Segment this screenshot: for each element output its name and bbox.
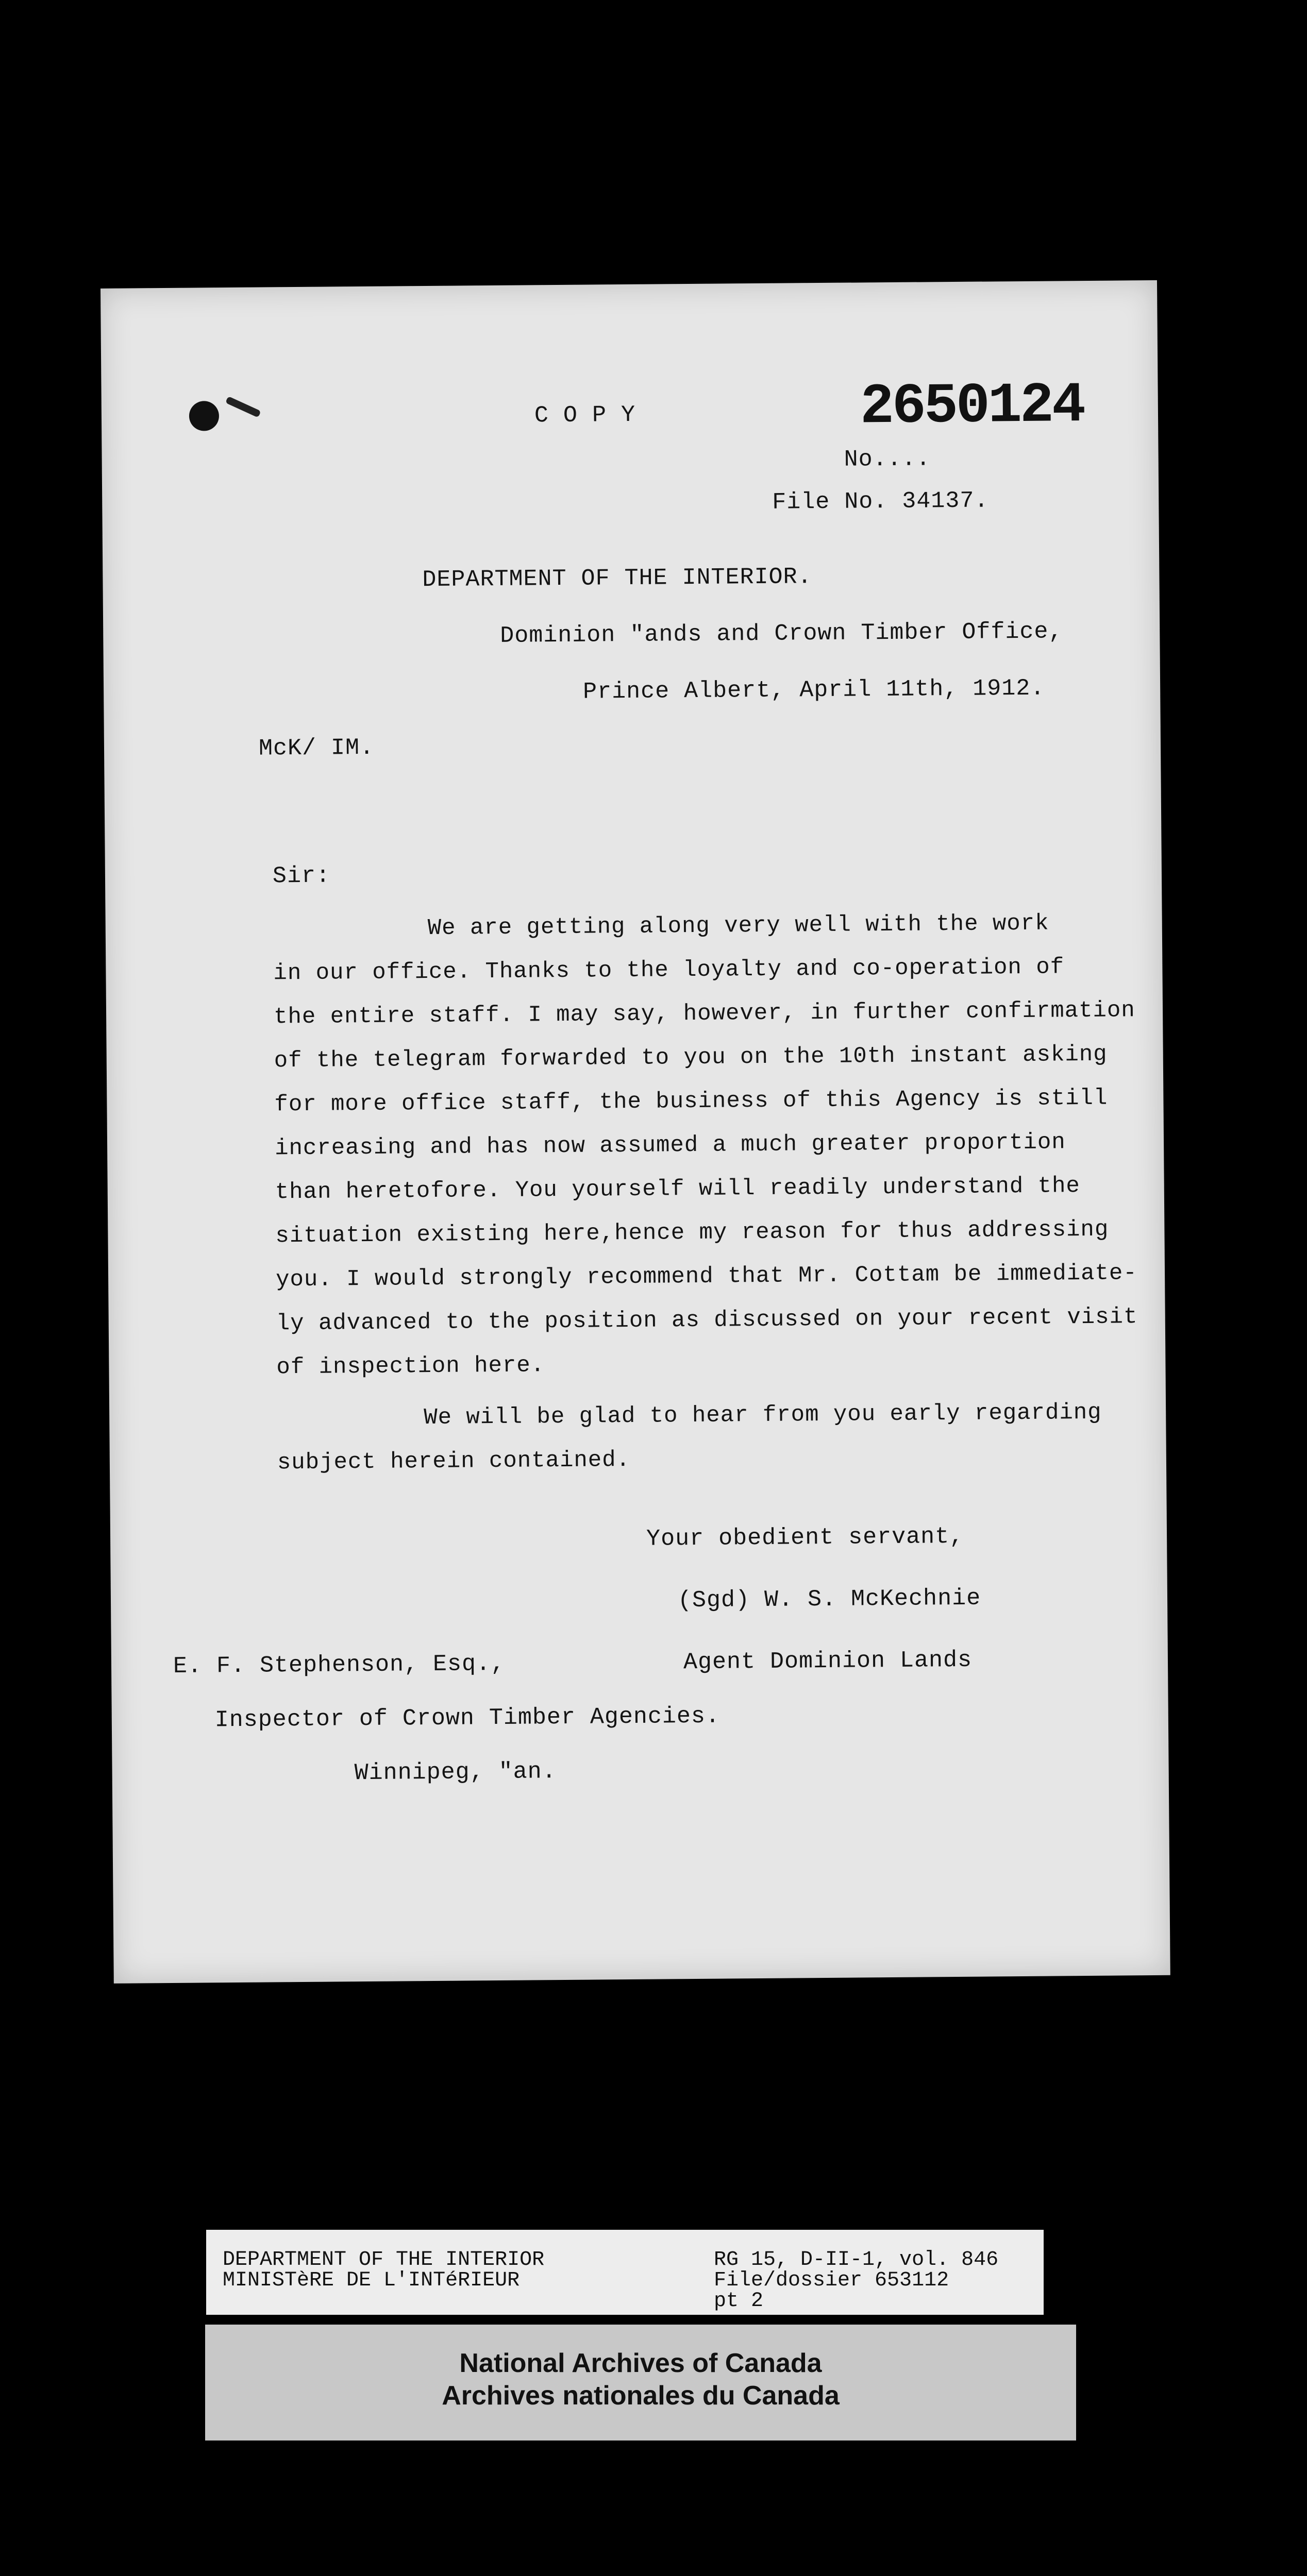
body-line: We are getting along very well with the work: [427, 910, 1049, 942]
reference-initials: McK/ IM.: [258, 734, 375, 762]
part-ref: pt 2: [714, 2290, 764, 2313]
body-line: in our office. Thanks to the loyalty and co-operation of: [273, 954, 1065, 987]
department-heading: DEPARTMENT OF THE INTERIOR.: [422, 564, 812, 594]
place-date: Prince Albert, April 11th, 1912.: [582, 675, 1045, 705]
copy-label: C O P Y: [534, 401, 636, 429]
body-line: subject herein contained.: [277, 1447, 631, 1476]
addressee-title: Inspector of Crown Timber Agencies.: [214, 1703, 720, 1734]
body-line: increasing and has now assumed a much greater proportion: [274, 1129, 1066, 1162]
body-line: situation existing here,hence my reason for thus addressing: [275, 1216, 1109, 1249]
body-line: of inspection here.: [276, 1352, 545, 1381]
body-line: the entire staff. I may say, however, in further confirmation: [273, 997, 1135, 1030]
body-line: We will be glad to hear from you early regarding: [424, 1399, 1102, 1431]
signature: (Sgd) W. S. McKechnie: [677, 1585, 981, 1614]
closing: Your obedient servant,: [646, 1523, 964, 1552]
stamp-number: 2650124: [860, 374, 1084, 440]
addressee-city: Winnipeg, "an.: [354, 1758, 557, 1787]
archives-banner: [205, 2325, 1076, 2441]
body-line: you. I would strongly recommend that Mr. Cottam be immediate-: [275, 1260, 1137, 1293]
file-dossier-ref: File/dossier 653112: [714, 2269, 949, 2292]
department-english: DEPARTMENT OF THE INTERIOR: [223, 2248, 545, 2272]
ink-mark: [225, 396, 261, 418]
record-group-ref: RG 15, D-II-1, vol. 846: [714, 2248, 999, 2272]
body-line: ly advanced to the position as discussed on your recent visit: [276, 1304, 1138, 1337]
signer-title: Agent Dominion Lands: [683, 1647, 973, 1676]
file-number: File No. 34137.: [772, 487, 989, 516]
office-line: Dominion "ands and Crown Timber Office,: [500, 618, 1063, 649]
no-line: No....: [844, 446, 931, 473]
letter-page: [100, 280, 1170, 1984]
body-line: of the telegram forwarded to you on the 10th instant asking: [274, 1041, 1108, 1074]
body-line: than heretofore. You yourself will readily understand the: [275, 1173, 1080, 1206]
department-french: MINISTèRE DE L'INTéRIEUR: [223, 2269, 520, 2292]
body-line: for more office staff, the business of this Agency is still: [274, 1085, 1108, 1118]
punch-hole: [189, 401, 219, 431]
archives-name-english: National Archives of Canada: [459, 2348, 822, 2378]
addressee-name: E. F. Stephenson, Esq.,: [173, 1650, 506, 1680]
salutation: Sir:: [272, 862, 331, 890]
archive-reference-label: [206, 2230, 1044, 2315]
archives-name-french: Archives nationales du Canada: [442, 2381, 840, 2411]
